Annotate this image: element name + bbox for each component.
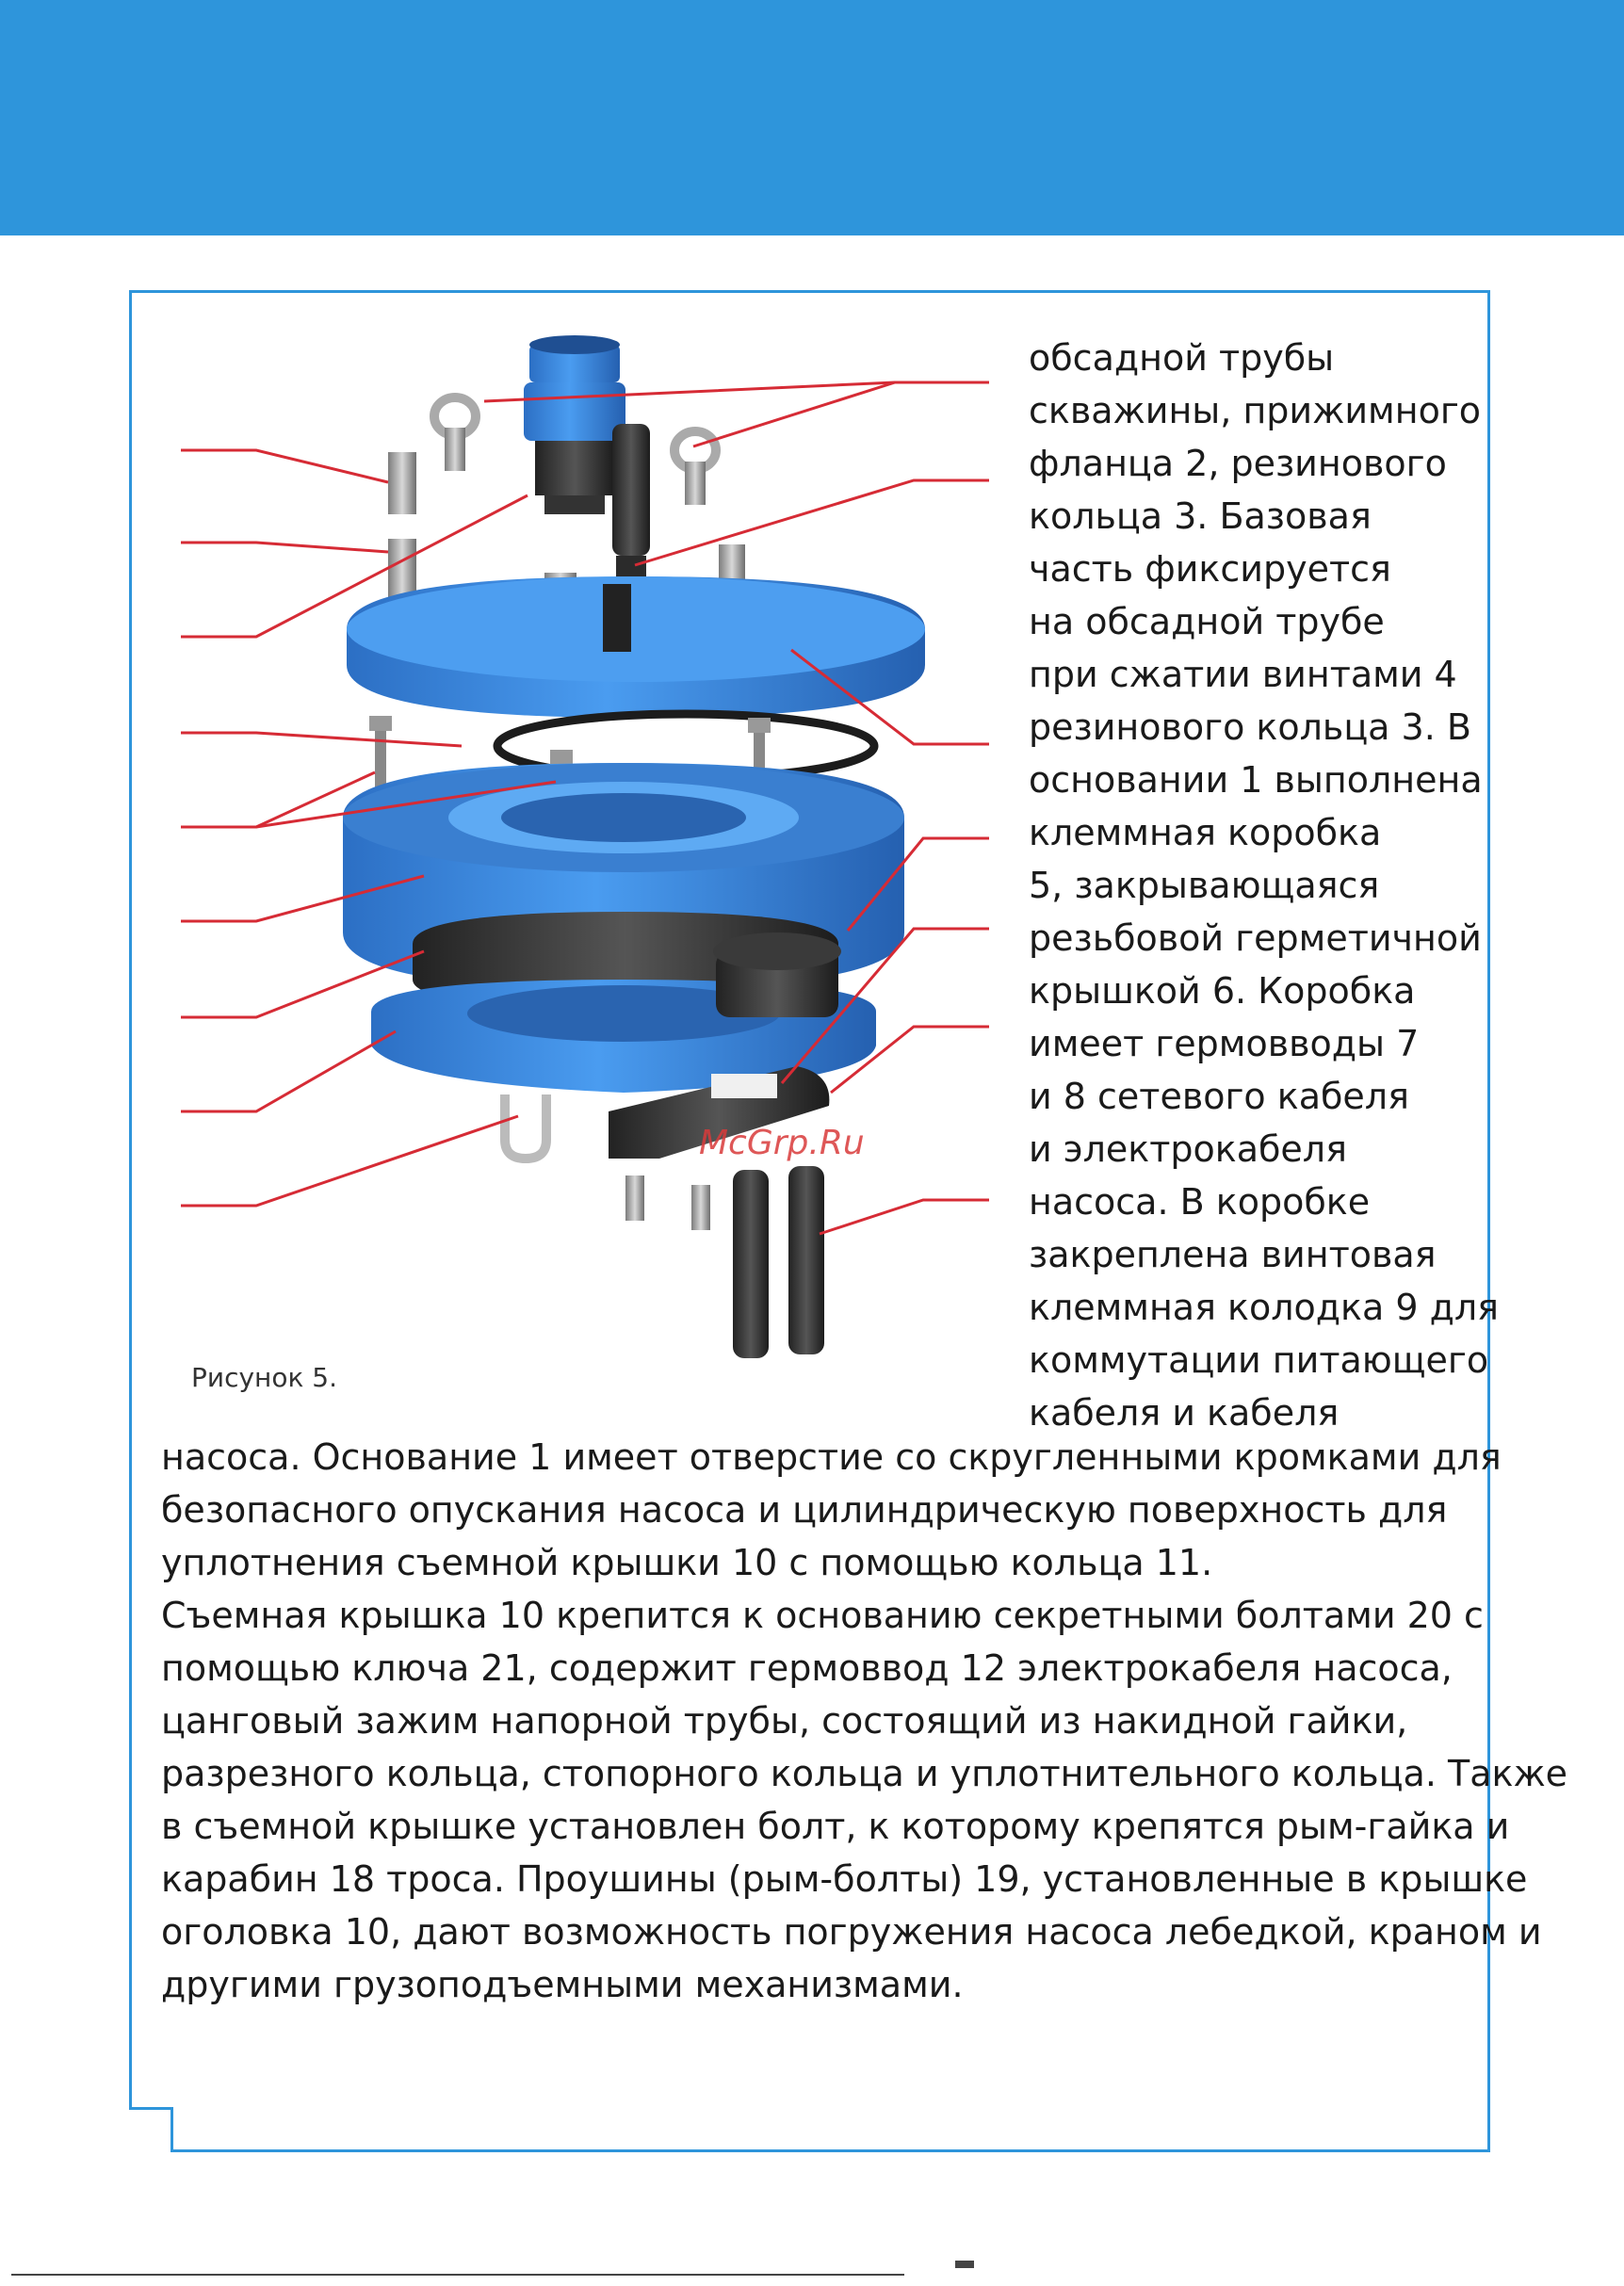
text-line: фланца 2, резинового (1029, 443, 1447, 484)
header-bar (0, 0, 1624, 235)
text-line: на обсадной трубе (1029, 601, 1385, 642)
terminal-box-cap (713, 932, 841, 1017)
text-line: коммутации питающего (1029, 1339, 1489, 1381)
shackle (505, 1094, 546, 1159)
footer-rule (11, 2274, 904, 2276)
removable-cover (347, 576, 925, 718)
text-line: оголовка 10, дают возможность погружения насоса лебедкой, краном и (161, 1911, 1542, 1953)
text-line: насоса. В коробке (1029, 1181, 1371, 1223)
text-line: помощью ключа 21, содержит гермоввод 12 электрокабеля насоса, (161, 1647, 1453, 1689)
text-line: часть фиксируется (1029, 548, 1391, 590)
text-line: кольца 3. Базовая (1029, 495, 1372, 537)
text-line: безопасного опускания насоса и цилиндрическую поверхность для (161, 1489, 1448, 1531)
frame-notch-edge (171, 2107, 173, 2152)
frame-notch (126, 2107, 173, 2154)
exploded-assembly-figure (170, 330, 1008, 1394)
key-screw (625, 1175, 644, 1221)
text-line: обсадной трубы (1029, 337, 1335, 379)
text-line: резьбовой герметичной (1029, 917, 1482, 959)
page-number-mark (955, 2261, 974, 2268)
text-line: закреплена винтовая (1029, 1234, 1437, 1275)
text-line: уплотнения съемной крышки 10 с помощью кольца 11. (161, 1542, 1213, 1583)
secret-bolt (388, 452, 416, 514)
text-line: и 8 сетевого кабеля (1029, 1076, 1409, 1117)
text-line: основании 1 выполнена (1029, 759, 1483, 801)
pipe-collet-fitting (524, 335, 625, 514)
side-paragraph (1029, 332, 1500, 1439)
text-line: карабин 18 троса. Проушины (рым-болты) 19, установленные в крышке (161, 1858, 1528, 1900)
text-line: скважины, прижимного (1029, 390, 1482, 431)
cable-gland-8 (788, 1166, 824, 1354)
text-line: клеммная колодка 9 для (1029, 1287, 1500, 1328)
text-line: клеммная коробка (1029, 812, 1382, 853)
text-line: другими грузоподъемными механизмами. (161, 1964, 964, 2005)
text-line: при сжатии винтами 4 (1029, 654, 1457, 695)
eye-bolt-left (434, 397, 476, 471)
text-line: в съемной крышке установлен болт, к которому крепятся рым-гайка и (161, 1806, 1510, 1847)
text-line: резинового кольца 3. В (1029, 706, 1471, 748)
frame-notch-edge (129, 2107, 171, 2110)
cable-gland-top (612, 424, 650, 590)
text-line: 5, закрывающаяся (1029, 865, 1380, 906)
text-line: насоса. Основание 1 имеет отверстие со скругленными кромками для (161, 1436, 1502, 1478)
text-line: крышкой 6. Коробка (1029, 970, 1416, 1012)
assembly-illustration (170, 330, 1008, 1394)
text-line: кабеля и кабеля (1029, 1392, 1340, 1434)
text-line: Съемная крышка 10 крепится к основанию секретными болтами 20 с (161, 1595, 1484, 1636)
key-screw (691, 1185, 710, 1230)
body-paragraph (161, 1431, 1568, 2011)
text-line: имеет гермовводы 7 (1029, 1023, 1420, 1064)
cable-gland-7 (733, 1170, 769, 1358)
text-line: и электрокабеля (1029, 1128, 1347, 1170)
figure-caption: Рисунок 5. (191, 1362, 338, 1393)
text-line: разрезного кольца, стопорного кольца и уплотнительного кольца. Также (161, 1753, 1568, 1794)
watermark: McGrp.Ru (699, 1124, 865, 1162)
text-line: цанговый зажим напорной трубы, состоящий из накидной гайки, (161, 1700, 1408, 1742)
